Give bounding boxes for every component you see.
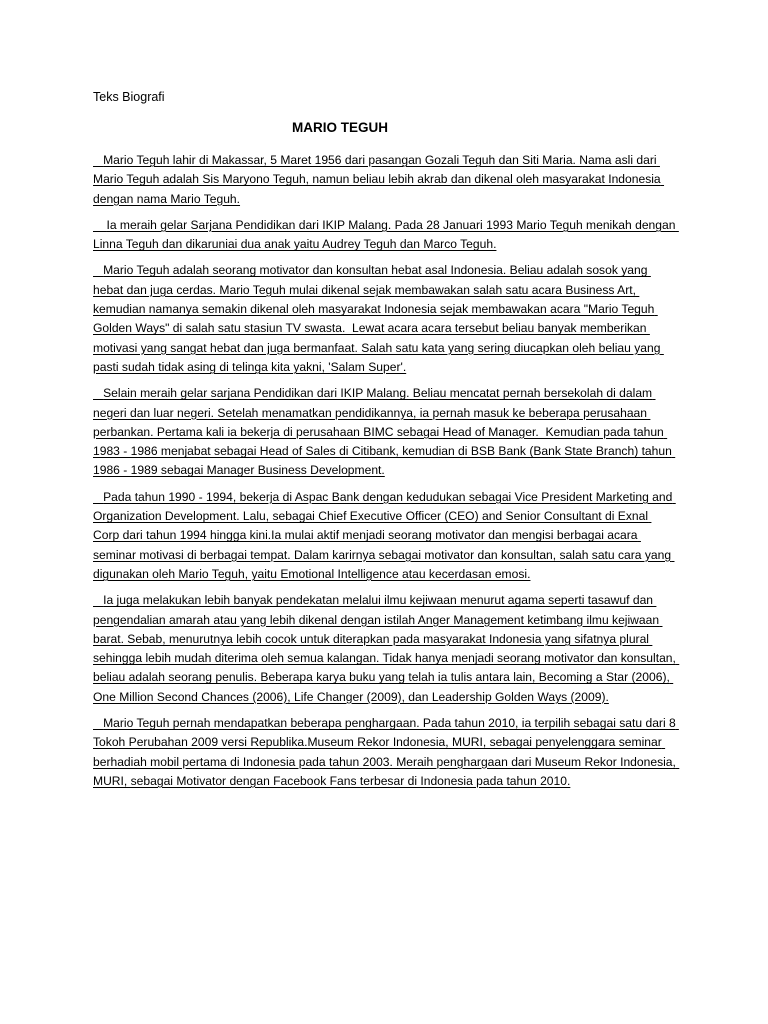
paragraph-motivator-career: Pada tahun 1990 - 1994, bekerja di Aspac Bank dengan kedudukan sebagai Vice President Marketing and Organization Development. Lalu, sebagai Chief Executive Officer (CEO) and Senior Consultant di Exnal Corp dari tahun 1994 hingga kini.Ia mulai aktif menjadi seorang motivator dan mengisi berbagai acara seminar motivasi di berbagai tempat. Dalam karirnya sebagai motivator dan konsultan, salah satu cara yang digunakan oleh Mario Teguh, yaitu Emotional Intelligence atau kecerdasan emosi. [93, 489, 676, 581]
paragraph-banking-career: Selain meraih gelar sarjana Pendidikan dari IKIP Malang. Beliau mencatat pernah bersekolah di dalam negeri dan luar negeri. Setelah menamatkan pendidikannya, ia pernah masuk ke beberapa perusahaan perbankan. Pertama kali ia bekerja di perusahaan BIMC sebagai Head of Manager. Kemudian pada tahun 1983 - 1986 menjabat sebagai Head of Sales di Citibank, kemudian di BSB Bank (Bank State Branch) tahun 1986 - 1989 sebagai Manager Business Development. [93, 386, 676, 478]
document-body [93, 151, 680, 798]
document-title: MARIO TEGUH [292, 120, 388, 135]
paragraph-awards: Mario Teguh pernah mendapatkan beberapa penghargaan. Pada tahun 2010, ia terpilih sebagai satu dari 8 Tokoh Perubahan 2009 versi Republika.Museum Rekor Indonesia, MURI, sebagai penyelenggara seminar berhadiah mobil pertama di Indonesia pada tahun 2003. Meraih penghargaan dari Museum Rekor Indonesia, MURI, sebagai Motivator dengan Facebook Fans terbesar di Indonesia pada tahun 2010. [93, 716, 680, 788]
paragraph-birth: Mario Teguh lahir di Makassar, 5 Maret 1956 dari pasangan Gozali Teguh dan Siti Maria. Nama asli dari Mario Teguh adalah Sis Maryono Teguh, namun beliau lebih akrab dan dikenal oleh masyarakat Indonesia dengan nama Mario Teguh. [93, 153, 665, 206]
paragraph-education-family: Ia meraih gelar Sarjana Pendidikan dari IKIP Malang. Pada 28 Januari 1993 Mario Teguh menikah dengan Linna Teguh dan dikaruniai dua anak yaitu Audrey Teguh dan Marco Teguh. [93, 217, 679, 252]
document-label: Teks Biografi [93, 90, 165, 104]
paragraph-career-tv: Mario Teguh adalah seorang motivator dan konsultan hebat asal Indonesia. Beliau adalah sosok yang hebat dan juga cerdas. Mario Teguh mulai dikenal sejak membawakan salah satu acara Business Art, kemudian namanya semakin dikenal oleh masyarakat Indonesia sejak membawakan acara "Mario Teguh Golden Ways" di salah satu stasiun TV swasta. Lewat acara acara tersebut beliau banyak memberikan motivasi yang sangat hebat dan juga bermanfaat. Salah satu kata yang sering diucapkan oleh beliau yang pasti sudah tidak asing di telinga kita yakni, 'Salam Super'. [93, 263, 664, 374]
paragraph-books: Ia juga melakukan lebih banyak pendekatan melalui ilmu kejiwaan menurut agama seperti tasawuf dan pengendalian amarah atau yang lebih dikenal dengan istilah Anger Management ketimbang ilmu kejiwaan barat. Sebab, menurutnya lebih cocok untuk diterapkan pada masyarakat Indonesia yang sifatnya plural sehingga lebih mudah diterima oleh semua kalangan. Tidak hanya menjadi seorang motivator dan konsultan, beliau adalah seorang penulis. Beberapa karya buku yang telah ia tulis antara lain, Becoming a Star (2006), One Million Second Chances (2006), Life Changer (2009), dan Leadership Golden Ways (2009). [93, 593, 680, 704]
